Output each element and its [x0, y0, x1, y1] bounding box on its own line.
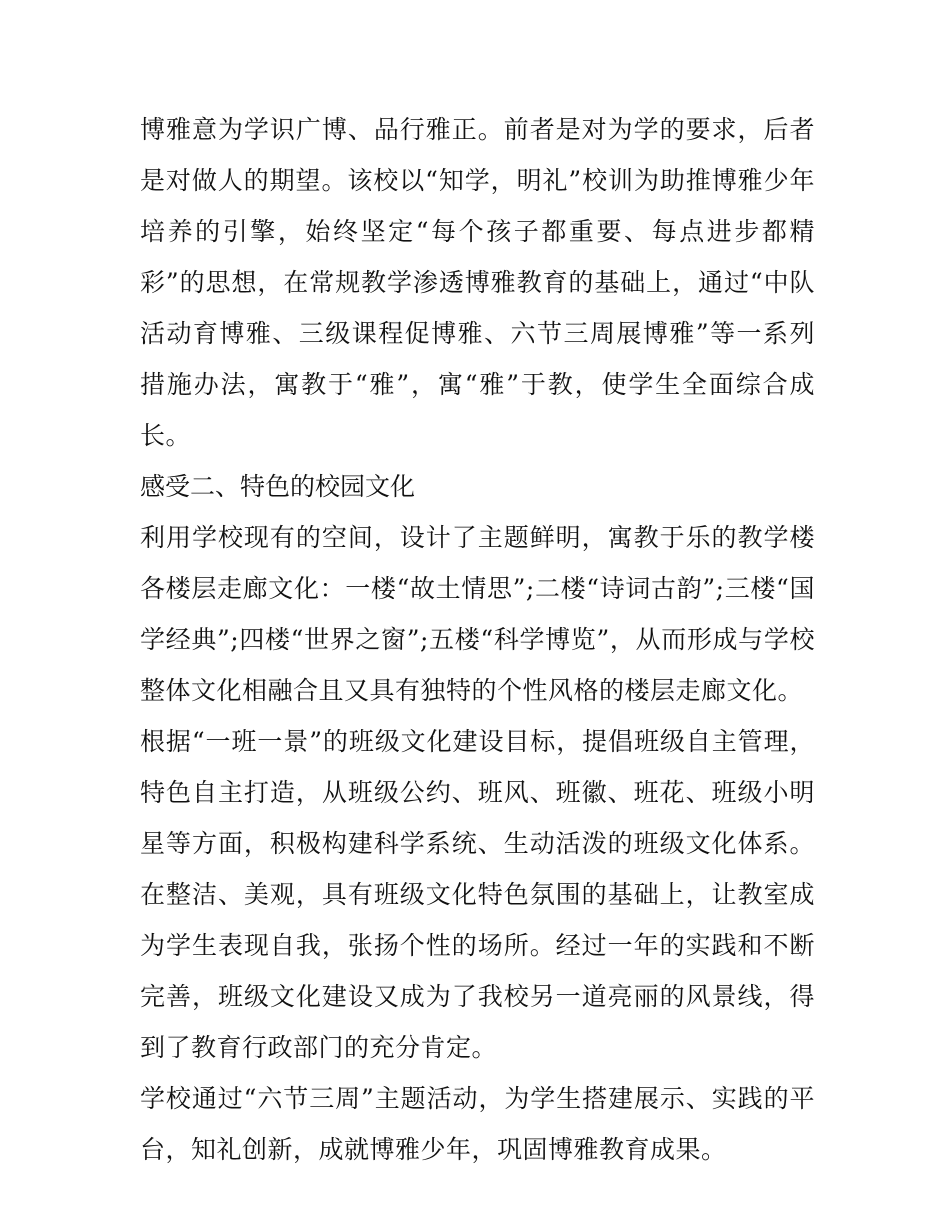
document-body	[140, 104, 815, 1175]
section-heading: 感受二、特色的校园文化	[140, 472, 416, 501]
paragraph-themed-activities: 学校通过“六节三周”主题活动，为学生搭建展示、实践的平台，知礼创新，成就博雅少年，巩固博雅教育成果。	[140, 1084, 815, 1164]
paragraph-boya-meaning: 博雅意为学识广博、品行雅正。前者是对为学的要求，后者是对做人的期望。该校以“知学，明礼”校训为助推博雅少年培养的引擎，始终坚定“每个孩子都重要、每点进步都精彩”的思想，在常规教学渗透博雅教育的基础上，通过“中队活动育博雅、三级课程促博雅、六节三周展博雅”等一系列措施办法，寓教于“雅”，寓“雅”于教，使学生全面综合成长。	[140, 115, 815, 450]
paragraph-corridor-culture: 利用学校现有的空间，设计了主题鲜明，寓教于乐的教学楼各楼层走廊文化：一楼“故土情思”;二楼“诗词古韵”;三楼“国学经典”;四楼“世界之窗”;五楼“科学博览”，从而形成与学校整体文化相融合且又具有独特的个性风格的楼层走廊文化。	[140, 523, 815, 705]
paragraph-class-culture: 根据“一班一景”的班级文化建设目标，提倡班级自主管理，特色自主打造，从班级公约、班风、班徽、班花、班级小明星等方面，积极构建科学系统、生动活泼的班级文化体系。在整洁、美观，具有班级文化特色氛围的基础上，让教室成为学生表现自我，张扬个性的场所。经过一年的实践和不断完善，班级文化建设又成为了我校另一道亮丽的风景线，得到了教育行政部门的充分肯定。	[140, 727, 815, 1062]
